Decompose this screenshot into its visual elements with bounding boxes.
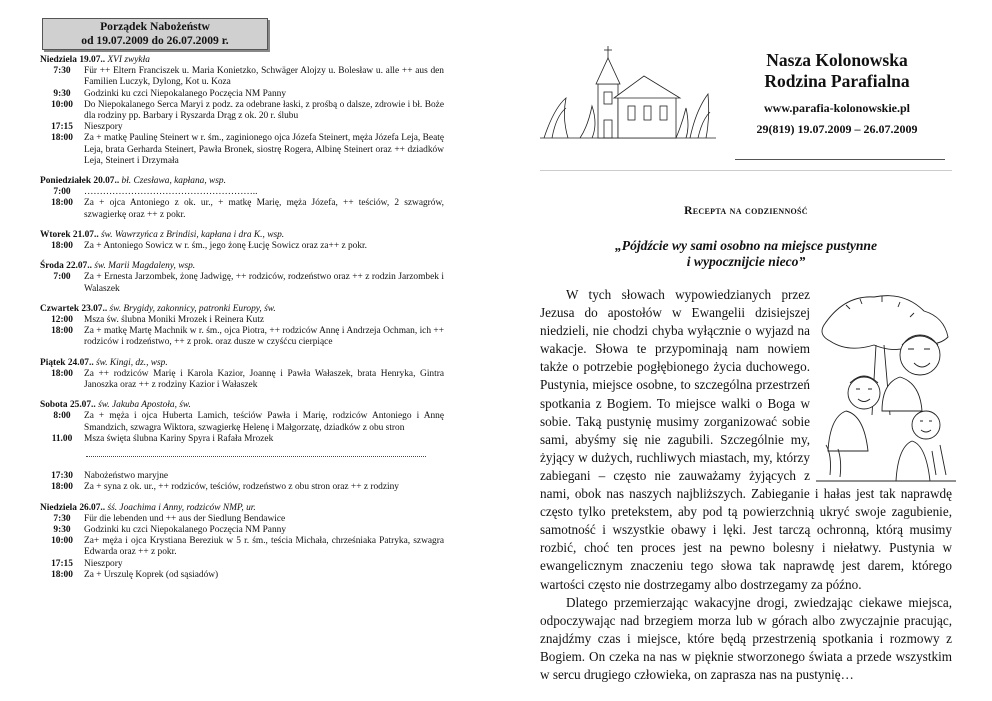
quote-line2: i wypocznijcie nieco” [686, 254, 806, 269]
day-feast: bł. Czesława, kapłana, wsp. [121, 176, 226, 187]
schedule-entry [40, 315, 444, 326]
day-feast: XVI zwykła [107, 55, 150, 65]
day-date: Poniedziałek 20.07. [40, 176, 117, 187]
schedule-entry [40, 187, 444, 198]
bulletin-name-line2: Rodzina Parafialna [764, 71, 910, 91]
schedule-entry [40, 536, 444, 558]
article-paragraph-1: W tych słowach wypowiedzianych przez Jezusa do apostołów w Ewangelii dzisiejszej niedzieli, nie chodzi chyba wyłącznie o wyjazd na wakacje. Słowa te przypominają nam nowiem także o potrzebie pogłębionego życia duchowego. Pustynia, miejsce osobne, to szczególna przestrzeń spotkania z Bogiem. To miejsce walki o Boga w sobie. Taką pustynię musimy zorganizować sobie sami, abyśmy się nie zagubili. Szczególnie my, żyjący w dużych, ruchliwych miastach, my, którzy zabiegani – często nie zauważamy żyjących z nami, obok nas naszych najbliższych. Zabieganie i hałas jest tak naprawdę często tylko pretekstem, aby pod tą powierzchnią ukryć swoje zagubienie, samotność i wszystkie obawy i lęki. Jest tarczą ochronną, którą musimy rozbić, choć ten proces jest na pewno bolesny i niełatwy. Pustynia w ewangelicznym znaczeniu tego słowa tak naprawdę jest darem, którego wartości często nie dostrzegamy albo dostrzegamy za późno. [540, 287, 952, 592]
day-feast: św. Jakuba Apostoła, św. [98, 400, 191, 411]
schedule-day [40, 261, 444, 295]
day-date: Czwartek 23.07. [40, 303, 105, 314]
mass-intention: Nabożeństwo maryjne [84, 471, 169, 482]
mass-intention: Za + ojca Antoniego z ok. ur., + matkę Marię, męża Józefa, ++ teściów, 2 szwagrów, szwagierkę oraz ++ z pokr. [84, 198, 444, 220]
day-feast: św. Wawrzyńca z Brindisi, kapłana i dra K., wsp. [101, 229, 285, 240]
schedule-day [40, 230, 444, 252]
mass-schedule [40, 18, 444, 581]
mass-time: 9:30 [53, 524, 71, 535]
masthead-divider [735, 159, 945, 160]
mass-time: 18:00 [51, 569, 73, 580]
page-divider [540, 170, 952, 171]
mass-time: 7:00 [53, 272, 71, 283]
schedule-day [40, 55, 444, 167]
section-heading: Recepta na codzienność [684, 204, 808, 217]
schedule-entry [40, 272, 444, 294]
day-date: Niedziela 26.07. [40, 502, 103, 513]
mass-intention: Do Niepokalanego Serca Maryi z podz. za odebrane łaski, z prośbą o dalsze, zdrowie i bł. Boże dla rodziny pp. Barbary i Ryszarda Drąg z ok. 20 r. ślubu [84, 99, 444, 122]
mass-time: 7:30 [53, 513, 71, 524]
mass-time: 9:30 [53, 88, 71, 99]
schedule-title [42, 18, 268, 50]
mass-intention: Msza św. ślubna Moniki Mrozek i Reinera Kutz [84, 315, 265, 326]
dotted-separator [86, 456, 426, 457]
mass-time: 8:00 [53, 411, 71, 422]
day-heading: Piątek 24.07.. św. Kingi, dz., wsp. [40, 357, 168, 368]
mass-time: 18:00 [51, 326, 73, 337]
day-feast: św. Marii Magdaleny, wsp. [94, 261, 196, 272]
mass-time: 18:00 [51, 241, 73, 252]
masthead [730, 50, 944, 137]
schedule-day [40, 358, 444, 392]
mass-intention: Nieszpory [84, 122, 123, 133]
schedule-entry [40, 482, 444, 493]
parish-website[interactable]: www.parafia-kolonowskie.pl [763, 101, 911, 115]
schedule-day [40, 503, 444, 581]
day-heading: Niedziela 26.07.. śś. Joachima i Anny, rodziców NMP, ur. [40, 502, 256, 513]
quote-line1: „Pójdźcie wy sami osobno na miejsce pustynne [614, 238, 878, 253]
day-date: Środa 22.07. [40, 261, 90, 272]
mass-intention: Für die lebenden und ++ aus der Siedlung Bendawice [84, 513, 286, 524]
day-heading: Czwartek 23.07.. św. Brygidy, zakonnicy, patronki Europy, św. [40, 303, 276, 314]
mass-time: 18:00 [51, 133, 73, 144]
day-heading: Niedziela 19.07.. XVI zwykła [40, 55, 150, 65]
mass-time: 7:30 [53, 66, 71, 77]
schedule-entry [40, 89, 444, 100]
mass-intention: Nieszpory [84, 558, 123, 569]
day-heading: Sobota 25.07.. św. Jakuba Apostoła, św. [40, 400, 191, 411]
schedule-title-line1: Porządek Nabożeństw [100, 20, 210, 33]
day-feast: św. Kingi, dz., wsp. [96, 357, 168, 368]
mass-intention: Za + Antoniego Sowicz w r. śm., jego żonę Łucję Sowicz oraz za++ z pokr. [84, 241, 367, 252]
day-date: Wtorek 21.07. [40, 229, 97, 240]
mass-time: 10:00 [51, 99, 73, 110]
mass-time: 10:00 [51, 536, 73, 547]
schedule-entry [40, 514, 444, 525]
day-date: Sobota 25.07. [40, 400, 94, 411]
mass-time: 17:30 [51, 471, 73, 482]
day-date: Piątek 24.07. [40, 357, 92, 368]
mass-intention: Za+ męża i ojca Krystiana Bereziuk w 5 r. śm., teścia Michała, chrześniaka Patryka, szwagra Edwarda oraz ++ z pokr. [84, 536, 444, 558]
church-illustration [540, 40, 716, 150]
article-paragraph-2: Dlatego przemierzając wakacyjne drogi, zwiedzając ciekawe miejsca, odpoczywając nad brzegiem morza lub w górach albo zwyczajnie pracując, znajdźmy czas i miejsce, które będą przestrzenią spotkania i rozmowy z Bogiem. On czeka na nas w pięknie stworzonego świata a przede wszystkim w sercu drugiego człowieka, on zaprasza nas na pustynię… [540, 594, 952, 682]
mass-time: 17:15 [51, 122, 73, 133]
mass-time: 7:00 [53, 187, 71, 198]
schedule-entry [40, 122, 444, 133]
day-heading: Środa 22.07.. św. Marii Magdaleny, wsp. [40, 261, 196, 272]
schedule-entry [40, 411, 444, 433]
schedule-days [40, 55, 444, 581]
bulletin-name-line1: Nasza Kolonowska [766, 50, 908, 70]
schedule-entry [40, 369, 444, 391]
mass-intention: Für ++ Eltern Franciszek u. Maria Konietzko, Schwäger Alojzy u. Bolesław u. alle ++ aus den Familien Luczyk, Dylong, Kot u. Koza [84, 66, 444, 88]
mass-intention: Za + męża i ojca Huberta Lamich, teściów Pawła i Marię, rodziców Antoniego i Annę Smandzich, szwagra Wiktora, szwagierkę Helenę i Małgorzatę, dziadków z obu stron [84, 411, 444, 433]
schedule-entry [40, 434, 444, 445]
mass-time: 12:00 [51, 315, 73, 326]
gospel-quote [600, 238, 892, 270]
schedule-entry [40, 66, 444, 88]
schedule-entry [40, 471, 444, 482]
mass-intention: Za + matkę Martę Machnik w r. śm., ojca Piotra, ++ rodziców Annę i Andrzeja Ochman, ich ++ rodziców i rodzeństwo, ++ z prok. oraz dusze w czyśćcu cierpiące [84, 326, 444, 348]
mass-time: 11.00 [51, 433, 73, 444]
mass-intention: Za + matkę Paulinę Steinert w r. śm., zaginionego ojca Józefa Steinert, męża Józefa Leja, Beatę Leja, brata Gerharda Steinert, Pawła Bronek, siostrę Rogera, Albinę Steinert oraz ++ dziadków Leja, Steinert i Drzymała [84, 133, 444, 166]
schedule-day [40, 304, 444, 349]
mass-intention: Za + syna z ok. ur., ++ rodziców, teściów, rodzeństwo z obu stron oraz ++ z rodziny [84, 482, 399, 493]
schedule-entry [40, 133, 444, 167]
schedule-entry [40, 570, 444, 581]
mass-intention: Za ++ rodziców Marię i Karola Kazior, Joannę i Pawła Wałaszek, brata Henryka, Gintra Janoszka oraz ++ z rodziny Kazior i Wałaszek [84, 368, 444, 391]
mass-time: 17:15 [51, 558, 73, 569]
schedule-entry [40, 326, 444, 348]
day-heading: Poniedziałek 20.07.. bł. Czesława, kapłana, wsp. [40, 176, 226, 187]
schedule-entry [40, 525, 444, 536]
schedule-day [40, 400, 444, 493]
article-body [540, 286, 952, 684]
day-feast: śś. Joachima i Anny, rodziców NMP, ur. [107, 502, 256, 513]
mass-intention: Godzinki ku czci Niepokalanego Poczęcia NM Panny [84, 88, 287, 99]
schedule-entry [40, 559, 444, 570]
mass-intention: ……………………………………………….. [84, 187, 258, 198]
mass-intention: Msza święta ślubna Kariny Spyra i Rafała Mrozek [84, 433, 274, 444]
schedule-day [40, 176, 444, 221]
mass-time: 18:00 [51, 482, 73, 493]
mass-time: 18:00 [51, 368, 73, 379]
schedule-title-line2: od 19.07.2009 do 26.07.2009 r. [81, 33, 229, 47]
mass-intention: Godzinki ku czci Niepokalanego Poczęcia NM Panny [84, 524, 287, 535]
day-heading: Wtorek 21.07.. św. Wawrzyńca z Brindisi, kapłana i dra K., wsp. [40, 229, 285, 240]
day-feast: św. Brygidy, zakonnicy, patronki Europy, św. [109, 303, 276, 314]
mass-intention: Za + Urszulę Koprek (od sąsiadów) [84, 569, 219, 580]
mass-intention: Za + Ernesta Jarzombek, żonę Jadwigę, ++ rodziców, rodzeństwo oraz ++ z rodzin Jarzombek i Walaszek [84, 272, 444, 294]
mass-time: 18:00 [51, 198, 73, 209]
day-date: Niedziela 19.07. [40, 55, 103, 65]
children-illustration [816, 285, 956, 485]
schedule-entry [40, 100, 444, 122]
schedule-entry [40, 198, 444, 220]
schedule-entry [40, 241, 444, 252]
issue-number: 29(819) 19.07.2009 – 26.07.2009 [756, 122, 918, 136]
